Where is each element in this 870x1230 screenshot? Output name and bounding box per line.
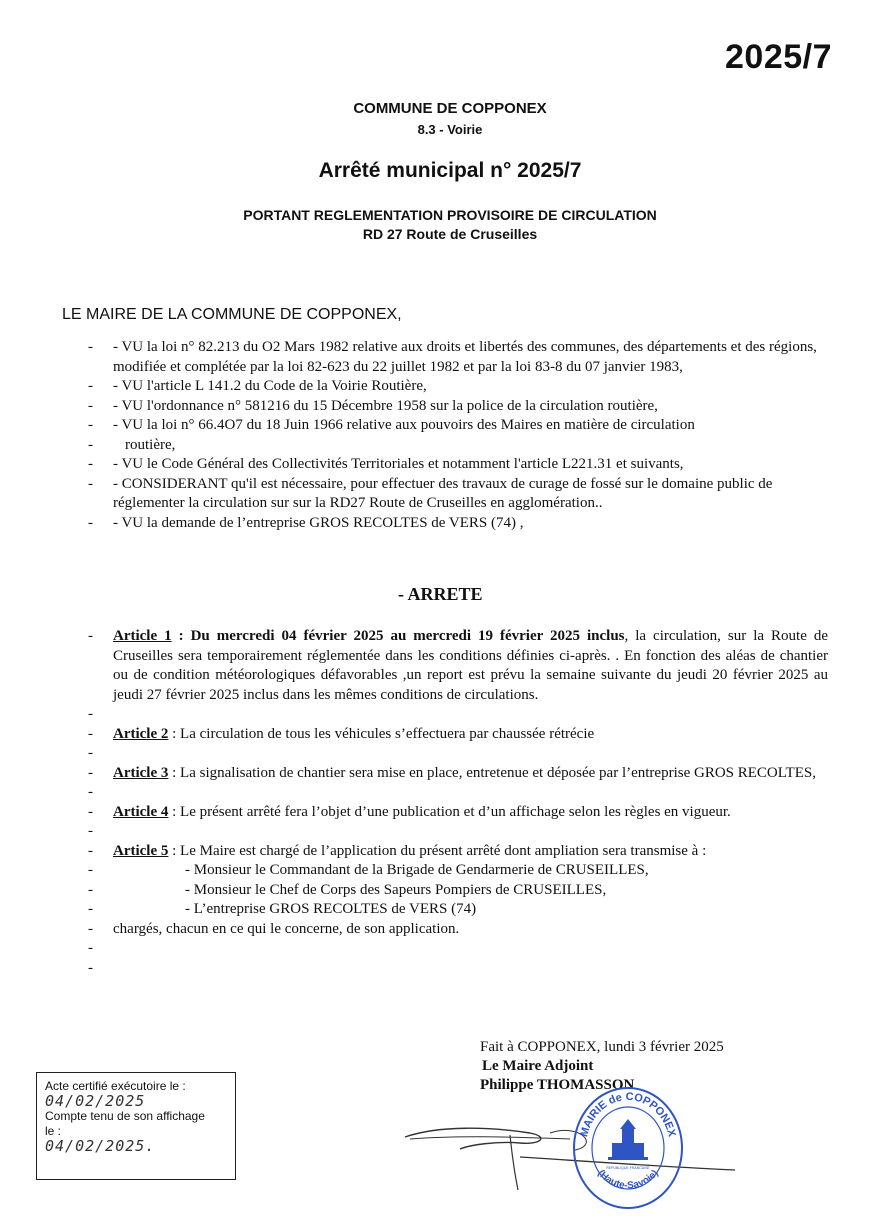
list-item: - - VU le Code Général des Collectivités Territoriales et notamment l'article L221.31 et suivants, (88, 456, 684, 472)
mayor-heading: LE MAIRE DE LA COMMUNE DE COPPONEX, (62, 306, 402, 323)
subject-line: PORTANT REGLEMENTATION PROVISOIRE DE CIRCULATION (243, 207, 657, 223)
article-3: - Article 3 : La signalisation de chantier sera mise en place, entretenue et déposée par l’entreprise GROS RECOLTES, (88, 764, 816, 781)
article-label: Article 2 (113, 725, 169, 742)
certificate-box (36, 1072, 236, 1180)
subject-location: RD 27 Route de Cruseilles (362, 226, 538, 242)
handwritten-signature (400, 1115, 740, 1195)
stamp-top-text: MAIRIE de COPPONEX (578, 1090, 678, 1139)
closing-line: - chargés, chacun en ce qui le concerne, de son application. (88, 920, 460, 937)
recipient-item: - - L’entreprise GROS RECOLTES de VERS (74) (88, 901, 477, 917)
certificate-label: Compte tenu de son affichage (45, 1109, 205, 1123)
arrete-title: Arrêté municipal n° 2025/7 (318, 159, 582, 182)
list-item-continuation: - routière, (88, 436, 176, 453)
article-label: Article 4 (113, 803, 169, 820)
list-item: - - VU la loi n° 82.213 du O2 Mars 1982 relative aux droits et libertés des communes, des départements et des régions, modifiée et complétée par la loi 82-623 du 22 juillet 1982 et par la loi 83-8 du 07 janvier 1983, (88, 339, 817, 375)
article-label: Article 5 (113, 842, 169, 859)
certificate-label: Acte certifié exécutoire le : (45, 1079, 186, 1093)
list-item: - - VU l'article L 141.2 du Code de la Voirie Routière, (88, 378, 427, 394)
list-item: - - VU la loi n° 66.4O7 du 18 Juin 1966 relative aux pouvoirs des Maires en matière de circulation (88, 417, 695, 433)
commune-name: COMMUNE DE COPPONEX (353, 100, 547, 117)
blank-line: - (88, 959, 93, 976)
place-date: Fait à COPPONEX, lundi 3 février 2025 (480, 1039, 724, 1055)
article-4: - Article 4 : Le présent arrêté fera l’objet d’une publication et d’un affichage selon les règles en vigueur. (88, 803, 731, 820)
articles-list (88, 627, 828, 978)
article-1: - Article 1 : Du mercredi 04 février 2025 au mercredi 19 février 2025 inclus, la circulation, sur la Route de Cruseilles sera temporairement réglementée dans les conditions définies ci-après. . En fonction des aléas de chantier ou de condition météorologiques défavorables ,un report est prévu la semaine suivante du jeudi 20 février 2025 au jeudi 27 février 2025 inclus dans les mêmes conditions de circulations. (88, 628, 829, 703)
recipient-item: - - Monsieur le Chef de Corps des Sapeurs Pompiers de CRUSEILLES, (88, 881, 607, 898)
article-label: Article 1 (113, 628, 172, 644)
list-item: - - CONSIDERANT qu'il est nécessaire, pour effectuer des travaux de curage de fossé sur le domaine public de réglementer la circulation sur sur la RD27 Route de Cruseilles en agglomération.. (88, 475, 773, 511)
blank-line: - (88, 940, 93, 956)
blank-line: - (88, 706, 93, 722)
blank-line: - (88, 745, 93, 761)
handwritten-date: 04/02/2025 (45, 1092, 146, 1110)
article-2: - Article 2 : La circulation de tous les véhicules s’effectuera par chaussée rétrécie (88, 725, 595, 742)
arrete-heading: - ARRETE (398, 584, 483, 604)
list-item: - - VU la demande de l’entreprise GROS RECOLTES de VERS (74) , (88, 514, 524, 531)
considerations-list (88, 338, 828, 533)
handwritten-date: 04/02/2025. (45, 1137, 156, 1155)
article-label: Article 3 (113, 764, 169, 781)
recipient-item: - - Monsieur le Commandant de la Brigade de Gendarmerie de CRUSEILLES, (88, 862, 649, 878)
article-5: - Article 5 : Le Maire est chargé de l’application du présent arrêté dont ampliation sera transmise à : (88, 842, 707, 859)
signatory-name: Philippe THOMASSON (480, 1077, 635, 1093)
document-number: 2025/7 (725, 38, 832, 76)
mairie-stamp (572, 1085, 684, 1211)
stamp-motto: REPUBLIQUE FRANCAISE (606, 1166, 650, 1170)
blank-line: - (88, 823, 93, 839)
certificate-label: le : (45, 1124, 62, 1138)
section-label: 8.3 - Voirie (417, 122, 483, 137)
stamp-emblem-icon (608, 1119, 648, 1160)
list-item: - - VU l'ordonnance n° 581216 du 15 Décembre 1958 sur la police de la circulation routière, (88, 397, 658, 414)
article-period: : Du mercredi 04 février 2025 au mercredi 19 février 2025 inclus (171, 628, 625, 644)
signatory-role: Le Maire Adjoint (482, 1058, 594, 1074)
stamp-bottom-text: (Haute-Savoie) (595, 1168, 661, 1192)
document-header (0, 100, 870, 242)
blank-line: - (88, 784, 93, 800)
